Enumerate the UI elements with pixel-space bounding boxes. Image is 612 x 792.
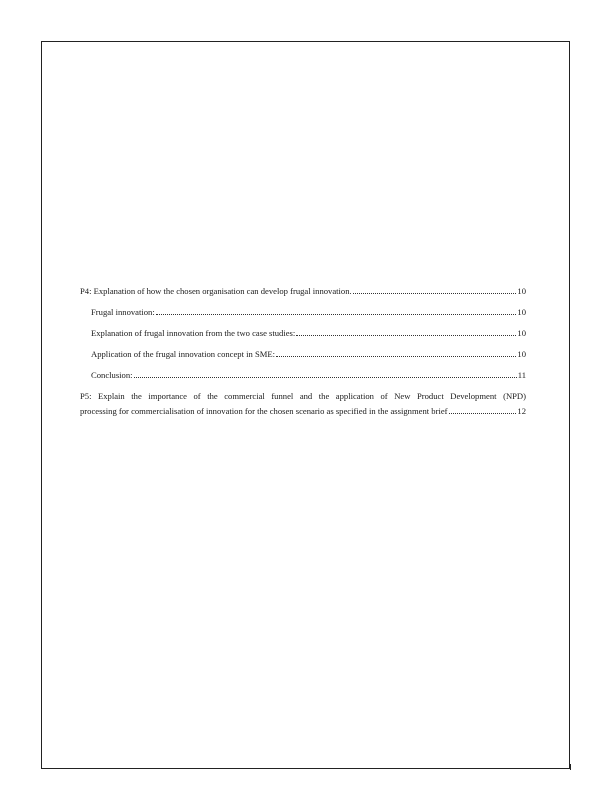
toc-leader-dots: [449, 413, 517, 414]
toc-leader-dots: [276, 356, 516, 357]
toc-page-number: 11: [517, 370, 526, 380]
toc-entry-title: Frugal innovation:: [91, 307, 155, 317]
page-corner-mark: [570, 764, 571, 770]
toc-entry-case-studies[interactable]: [80, 328, 526, 339]
toc-entry-frugal-innovation[interactable]: [80, 307, 526, 318]
toc-page-number: 10: [517, 349, 526, 359]
toc-entry-title: Explanation of frugal innovation from the two case studies:: [91, 328, 296, 338]
toc-entry-p4[interactable]: [80, 286, 526, 297]
toc-entry-title: Conclusion:: [91, 370, 133, 380]
toc-entry-title: P4: Explanation of how the chosen organisation can develop frugal innovation.: [80, 286, 352, 296]
toc-entry-title-line2: processing for commercialisation of innovation for the chosen scenario as specified in the assignment brief: [80, 406, 448, 416]
toc-page-number: 10: [517, 328, 526, 338]
toc-entry-title: Application of the frugal innovation concept in SME:: [91, 349, 276, 359]
toc-leader-dots: [296, 335, 516, 336]
toc-entry-title-line2-row: [80, 406, 526, 417]
toc-leader-dots: [134, 377, 517, 378]
table-of-contents: [80, 286, 526, 427]
toc-leader-dots: [156, 314, 517, 315]
toc-page-number: 10: [517, 307, 526, 317]
toc-entry-p5[interactable]: [80, 391, 526, 417]
toc-entry-conclusion[interactable]: [80, 370, 526, 381]
toc-leader-dots: [353, 293, 517, 294]
toc-entry-title-line1: P5: Explain the importance of the commercial funnel and the application of New Product Development (NPD): [80, 391, 526, 401]
toc-page-number: 10: [517, 286, 526, 296]
toc-entry-application-sme[interactable]: [80, 349, 526, 360]
toc-page-number: 12: [517, 406, 526, 416]
